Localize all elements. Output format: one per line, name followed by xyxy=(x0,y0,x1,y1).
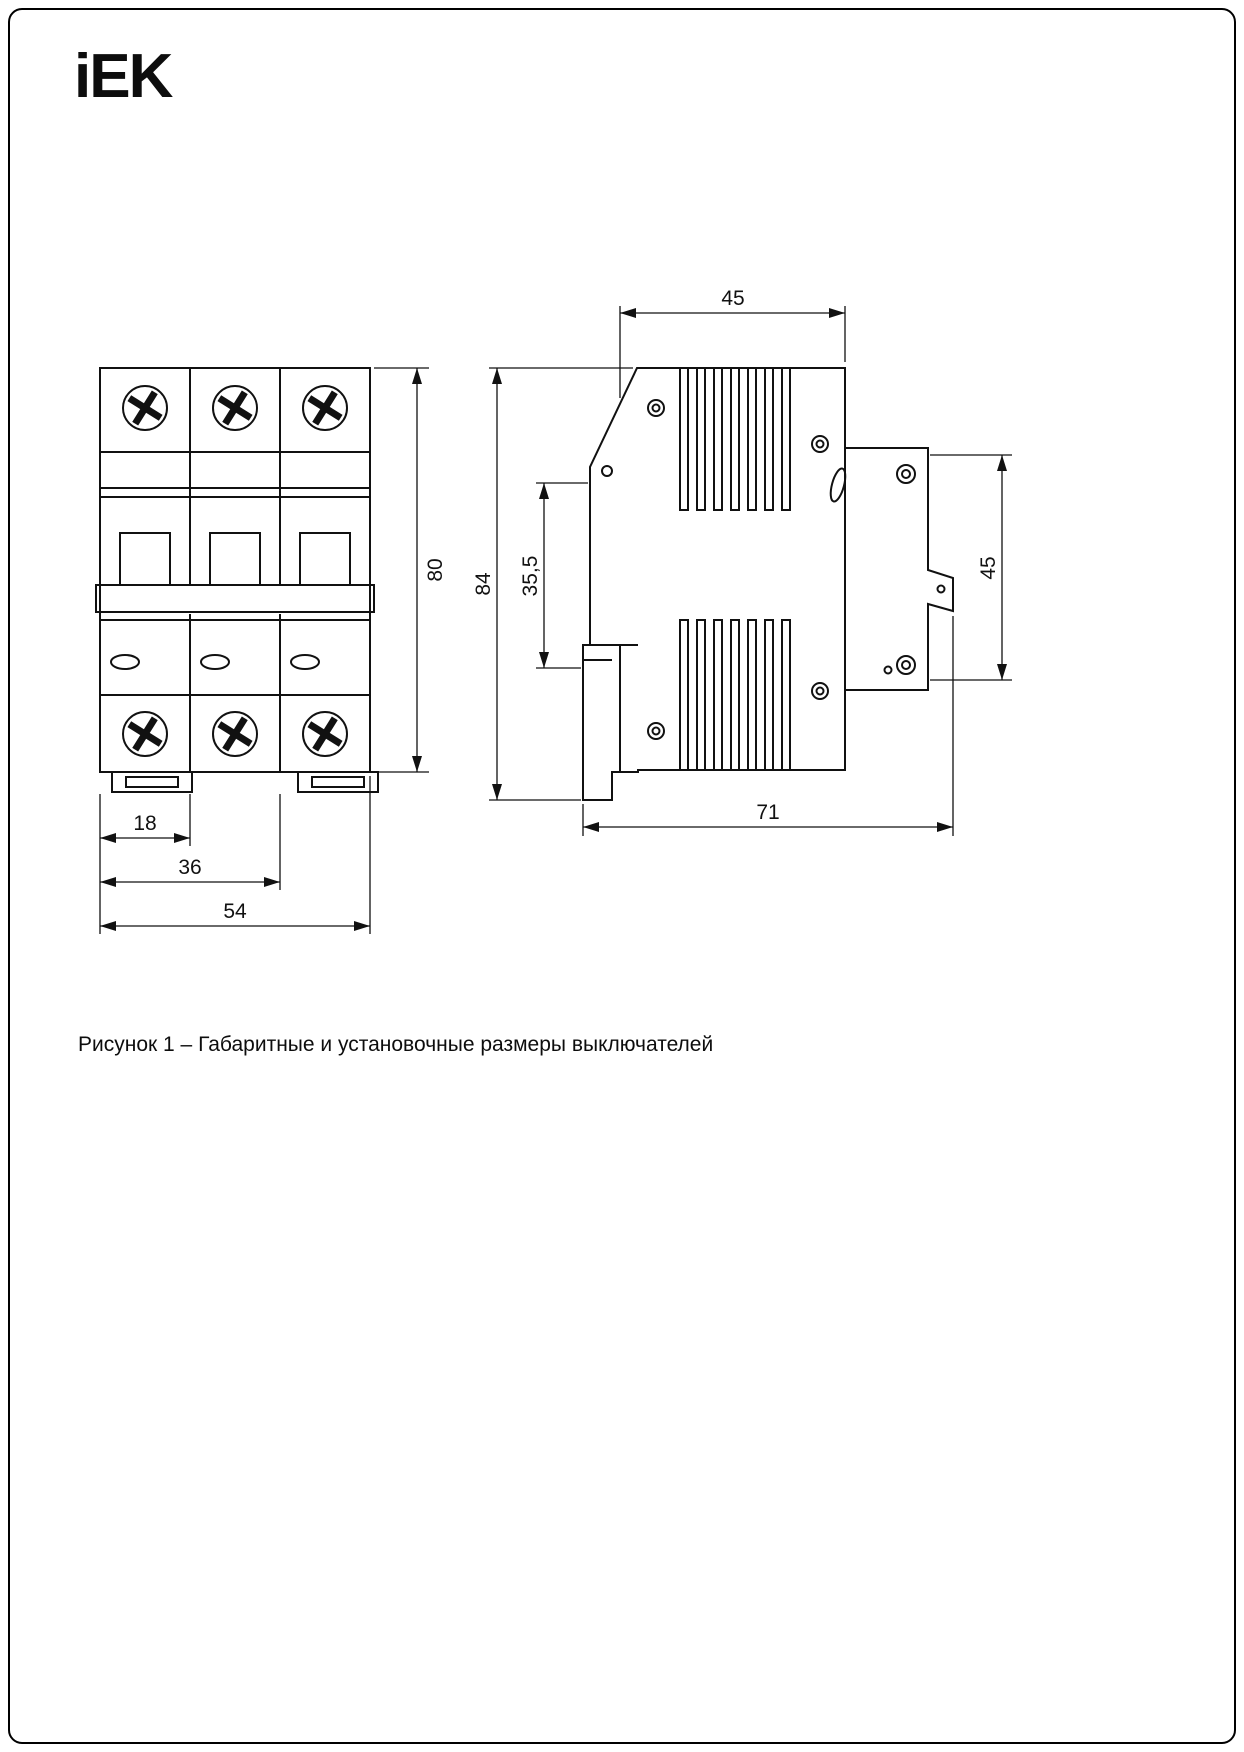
dim-side-rail-offset xyxy=(519,483,588,668)
dim-side-height xyxy=(472,368,633,800)
dim-front-pole-width xyxy=(100,812,190,838)
rivet xyxy=(812,683,828,699)
side-body xyxy=(583,368,953,800)
terminal-screw xyxy=(210,709,261,760)
side-dimensions xyxy=(472,287,1012,836)
dim-front-total-width xyxy=(100,900,370,926)
dim-front-pole-width-label: 18 xyxy=(133,812,157,835)
dim-side-height-label: 84 xyxy=(472,572,495,596)
handle-tie-bar xyxy=(96,585,374,612)
front-view xyxy=(96,368,447,934)
dim-front-height xyxy=(374,368,447,772)
label-window xyxy=(111,655,139,669)
figure-caption: Рисунок 1 – Габаритные и установочные размеры выключателей xyxy=(78,1033,714,1056)
vent-slots-top xyxy=(680,368,790,510)
toggle-handle xyxy=(120,533,170,585)
small-hole xyxy=(602,466,612,476)
din-clip xyxy=(298,772,378,792)
dim-front-two-poles-label: 36 xyxy=(178,856,202,879)
terminal-screw xyxy=(300,383,351,434)
dim-side-rail-offset-label: 35,5 xyxy=(519,555,542,597)
side-outline xyxy=(583,368,953,800)
rivet xyxy=(648,723,664,739)
toggle-handle xyxy=(210,533,260,585)
dim-front-total-width-label: 54 xyxy=(223,900,247,923)
label-window xyxy=(201,655,229,669)
vent-slots-bottom xyxy=(680,620,790,770)
small-hole xyxy=(938,586,945,593)
din-clip xyxy=(126,777,178,787)
dim-side-total-depth-label: 71 xyxy=(756,801,780,824)
side-view xyxy=(472,287,1012,836)
terminal-screw xyxy=(210,383,261,434)
dim-side-back-height-label: 45 xyxy=(977,556,1000,580)
label-window xyxy=(291,655,319,669)
front-body xyxy=(96,368,378,792)
terminal-screw xyxy=(120,709,171,760)
mount-screw xyxy=(897,465,915,483)
dim-side-top-depth xyxy=(620,287,845,398)
dim-side-top-depth-label: 45 xyxy=(721,287,745,310)
din-clip xyxy=(112,772,192,792)
rivet xyxy=(648,400,664,416)
dim-side-total-depth xyxy=(583,616,953,836)
terminal-screw xyxy=(120,383,171,434)
small-hole xyxy=(885,667,892,674)
dim-side-back-height xyxy=(930,455,1012,680)
dim-front-two-poles xyxy=(100,856,280,882)
terminal-screw xyxy=(300,709,351,760)
din-clip xyxy=(312,777,364,787)
dim-front-height-label: 80 xyxy=(424,558,447,582)
mount-screw xyxy=(897,656,915,674)
toggle-handle xyxy=(300,533,350,585)
iek-logo: iEK xyxy=(74,42,172,111)
rivet xyxy=(812,436,828,452)
